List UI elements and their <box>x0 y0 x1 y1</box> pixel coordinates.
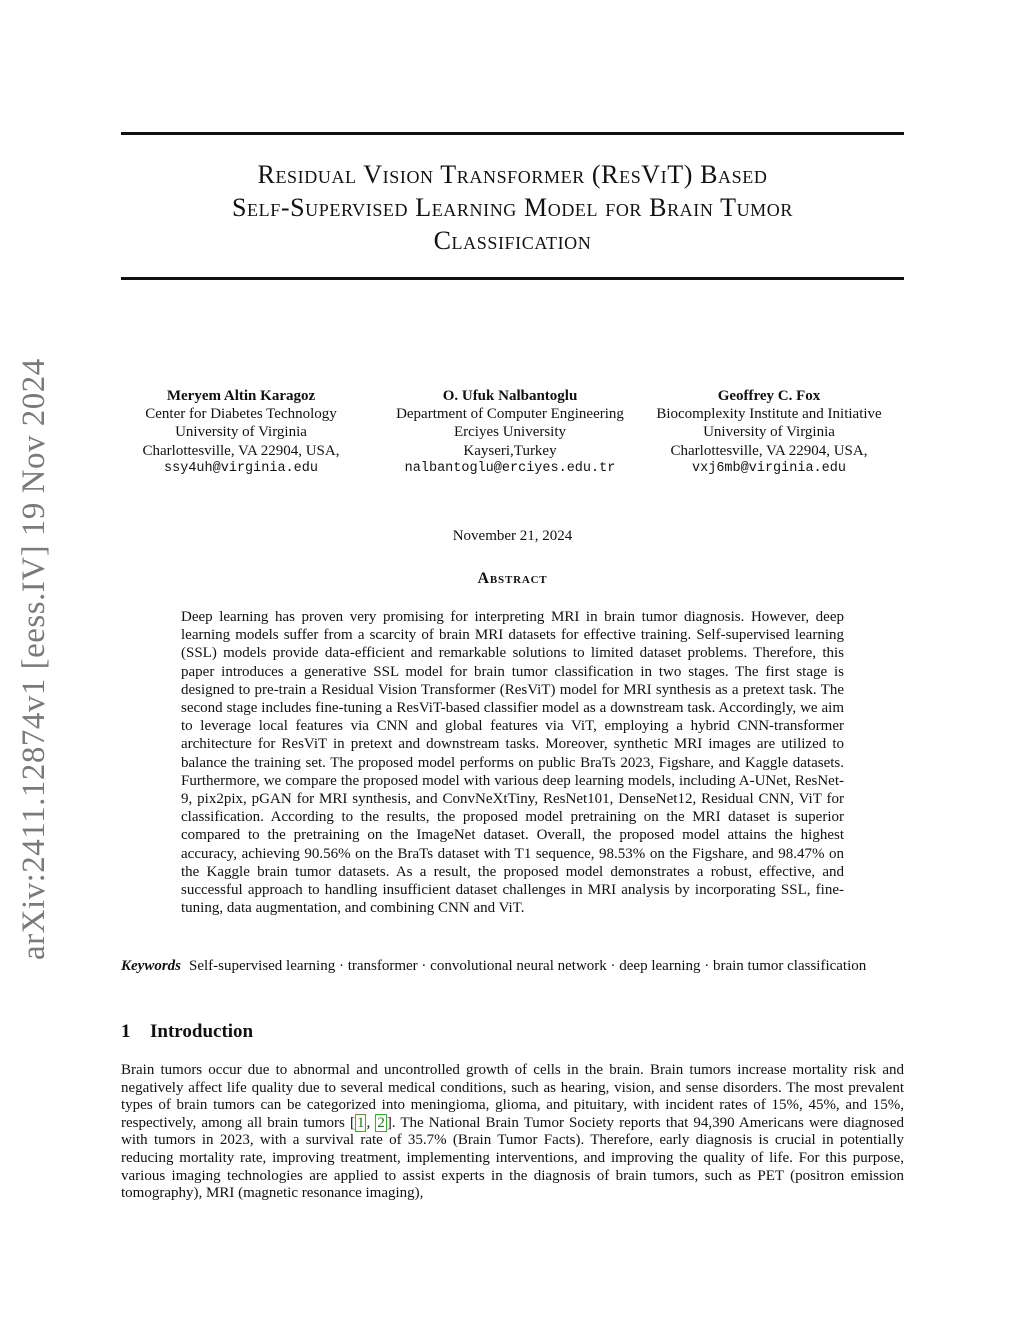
keywords-label: Keywords <box>121 958 181 974</box>
abstract-text: Deep learning has proven very promising for interpreting MRI in brain tumor diagnosis. However, deep learning models suffer from a scarcity of brain MRI datasets for effective training. Self-supervised learning (SSL) models provide data-efficient and remarkable solutions to limited dataset problems. Therefore, this paper introduces a generative SSL model for brain tumor classification in two stages. The first stage is designed to pre-train a Residual Vision Transformer (ResViT) model for MRI synthesis as a pretext task. The second stage includes fine-tuning a ResViT-based classifier model as a downstream task. Accordingly, we aim to leverage local features via CNN and global features via ViT, employing a hybrid CNN-transformer architecture for ResViT in pretext and downstream tasks. Moreover, synthetic MRI images are utilized to balance the training set. The proposed model performs on public BraTs 2023, Figshare, and Kaggle datasets. Furthermore, we compare the proposed model with various deep learning models, including A-UNet, ResNet-9, pix2pix, pGAN for MRI synthesis, and ConvNeXtTiny, ResNet101, DenseNet12, Residual CNN, ViT for classification. According to the results, the proposed model pretraining on the MRI dataset is superior compared to the pretraining on the ImageNet dataset. Overall, the proposed model attains the highest accuracy, achieving 90.56% on the BraTs dataset with T1 sequence, 98.53% on the Figshare, and 98.47% on the Kaggle brain tumor datasets. As a result, the proposed model demonstrates a robust, effective, and successful approach to handling insufficient dataset challenges in MRI analysis by incorporating SSL, fine-tuning, data augmentation, and combining CNN and ViT. <box>181 609 844 917</box>
title-line: Residual Vision Transformer (ResViT) Based <box>257 160 768 189</box>
intro-paragraph <box>121 1062 904 1203</box>
author-email[interactable]: vxj6mb@virginia.edu <box>692 460 846 476</box>
author-affiliation: Biocomplexity Institute and Initiative <box>656 406 882 423</box>
intro-text: Brain tumors occur due to abnormal and uncontrolled growth of cells in the brain. Brain tumors increase mortality risk and negatively affect life quality due to several medical conditions, such as hearing, vision, and sense disorders. The most prevalent types of brain tumors can be categorized into meningioma, glioma, and pituitary, with incident rates of 15%, 45%, and 15%, respectively, among all brain tumors [ <box>121 1062 904 1131</box>
author-affiliation: Erciyes University <box>453 424 567 441</box>
author-affiliation: Department of Computer Engineering <box>396 406 624 423</box>
author-affiliation: Kayseri,Turkey <box>463 442 557 459</box>
title-line: Self-Supervised Learning Model for Brain Tumor <box>231 193 793 222</box>
citation-link[interactable]: 2 <box>377 1114 385 1131</box>
arxiv-identifier: arXiv:2411.12874v1 [eess.IV] 19 Nov 2024 <box>16 358 52 960</box>
keywords <box>121 957 904 975</box>
title-rule-bottom <box>121 277 904 280</box>
author-name: O. Ufuk Nalbantoglu <box>442 388 578 404</box>
author-affiliation: University of Virginia <box>175 424 307 441</box>
intro-text: ]. The National Brain Tumor Society reports that 94,390 Americans were diagnosed with tumors in 2023, with a survival rate of 35.7% (Brain Tumor Facts). Therefore, early diagnosis is crucial in potentially reducing mortality rate, improving treatment, implementing interventions, and improving the quality of life. For this purpose, various imaging technologies are applied to assist experts in the diagnosis of brain tumors, such as PET (positron emission tomography), MRI (magnetic resonance imaging), <box>121 1114 905 1202</box>
author-email[interactable]: nalbantoglu@erciyes.edu.tr <box>404 460 616 476</box>
author-name: Meryem Altin Karagoz <box>166 388 316 404</box>
author-affiliation: University of Virginia <box>703 424 835 441</box>
author-1 <box>111 387 371 478</box>
title-rule-top <box>121 132 904 135</box>
section-number: 1 <box>121 1021 131 1042</box>
author-affiliation: Charlottesville, VA 22904, USA, <box>670 442 868 459</box>
section-title: Introduction <box>150 1021 254 1042</box>
title-line: Classification <box>433 226 592 255</box>
abstract-heading: Abstract <box>477 570 548 587</box>
author-2 <box>380 387 640 478</box>
citation-separator: , <box>366 1114 376 1131</box>
paper-date: November 21, 2024 <box>452 528 573 544</box>
author-affiliation: Center for Diabetes Technology <box>145 406 337 423</box>
author-3 <box>639 387 899 478</box>
author-affiliation: Charlottesville, VA 22904, USA, <box>142 442 340 459</box>
author-name: Geoffrey C. Fox <box>717 388 821 404</box>
author-email[interactable]: ssy4uh@virginia.edu <box>164 460 318 476</box>
paper-title <box>121 158 904 257</box>
keywords-list: Self-supervised learning · transformer · convolutional neural network · deep learning · brain tumor classification <box>189 958 867 974</box>
section-heading <box>121 1021 904 1043</box>
author-block <box>121 387 904 487</box>
citation-link[interactable]: 1 <box>356 1114 365 1131</box>
